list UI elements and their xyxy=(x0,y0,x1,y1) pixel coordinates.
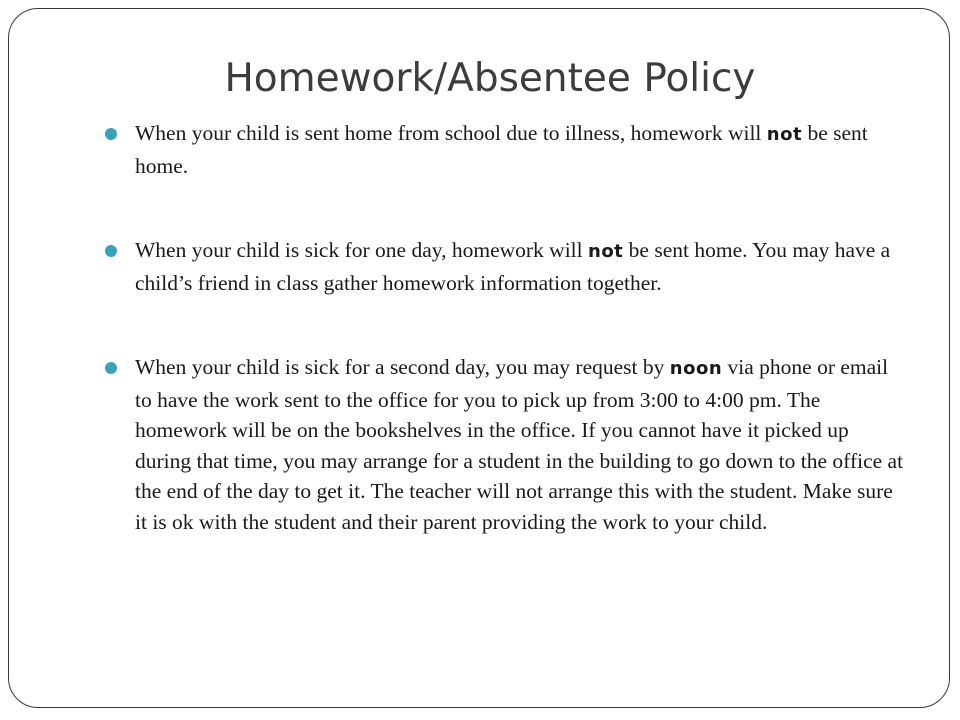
bullet-text: When your child is sick for a second day, you may request by xyxy=(135,355,670,379)
bullet-text: When your child is sick for one day, homework will xyxy=(135,238,588,262)
bullet-emphasis: not xyxy=(588,241,624,262)
bullet-item-one-day xyxy=(105,235,905,298)
bullet-dot-icon xyxy=(105,128,117,140)
bullet-dot-icon xyxy=(105,245,117,257)
slide-title: Homework/Absentee Policy xyxy=(224,56,756,101)
bullet-text: be sent home. xyxy=(135,121,868,178)
bullet-item-second-day xyxy=(105,352,905,537)
bullet-text: When your child is sent home from school due to illness, homework will xyxy=(135,121,767,145)
bullet-text: via phone or email to have the work sent to the office for you to pick up from 3:00 to 4:00 pm. The homework will be on the bookshelves in the office. If you cannot have it picked up during that time, you may arrange for a student in the building to go down to the office at the end of the day to get it. The teacher will not arrange this with the student. Make sure it is ok with the student and their parent providing the work to your child. xyxy=(135,355,904,534)
bullet-item-sent-home xyxy=(105,118,905,181)
bullet-dot-icon xyxy=(105,362,117,374)
bullet-text: be sent home. You may have a child’s friend in class gather homework information together. xyxy=(135,238,891,295)
bullet-list xyxy=(105,118,905,591)
bullet-emphasis: noon xyxy=(669,358,723,379)
bullet-emphasis: not xyxy=(766,124,803,145)
